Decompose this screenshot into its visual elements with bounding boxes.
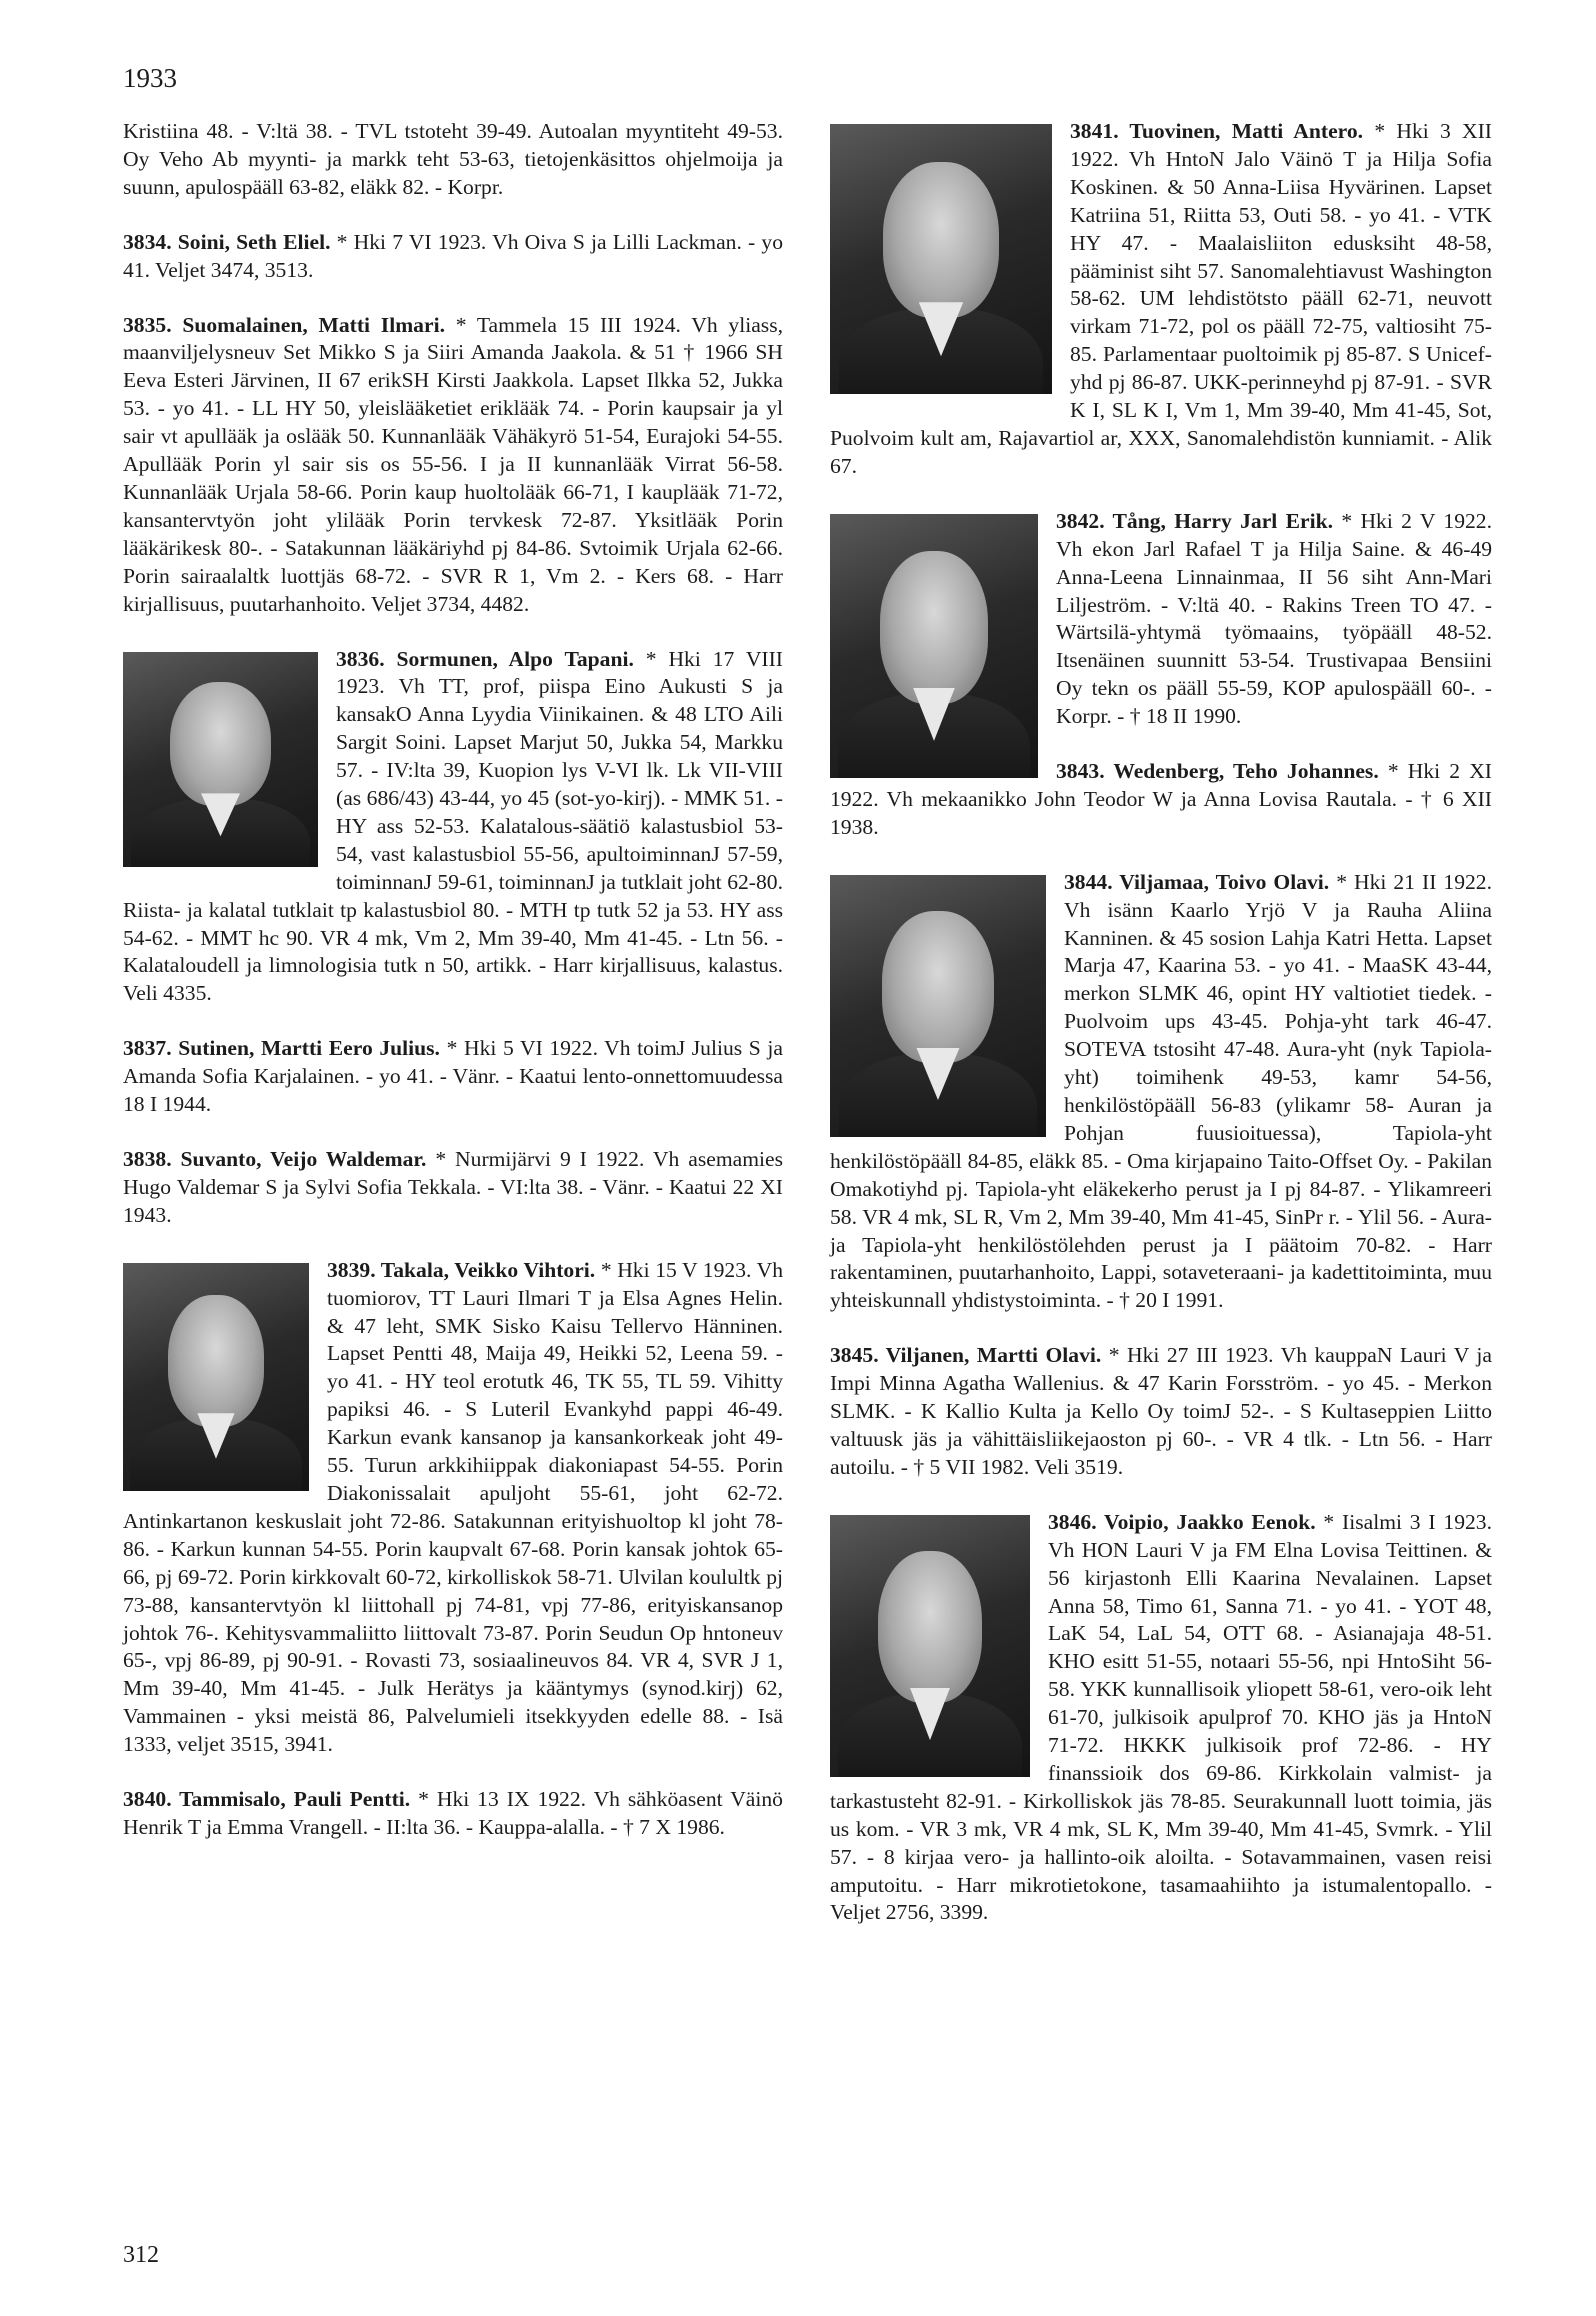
entry-text: * Hki 5 VI 1922. Vh toimJ Julius S ja Amanda Sofia Karjalainen. - yo 41. - Vänr. - Kaatui lento-onnettomuudessa 18 I 1944. [123, 1036, 783, 1117]
portrait-photo [830, 1515, 1030, 1777]
biography-entry [830, 1509, 1492, 1928]
entry-text: Kristiina 48. - V:ltä 38. - TVL tstoteht 39-49. Autoalan myyntiteht 49-53. Oy Veho Ab myynti- ja markk teht 53-63, tietojenkäsittos ohjelmoija ja suunn, apulospääll 63-82, eläkk 82. - Korpr. [123, 119, 783, 199]
entry-text: * Hki 7 VI 1923. Vh Oiva S ja Lilli Lackman. - yo 41. Veljet 3474, 3513. [123, 229, 783, 282]
page-number: 312 [123, 2242, 159, 2268]
entry-text: * Hki 15 V 1923. Vh tuomiorov, TT Lauri Ilmari T ja Elsa Agnes Helin. & 47 leht, SMK Sisko Kaisu Tellervo Hänninen. Lapset Pentti 48, Maija 49, Heikki 52, Leena 59. - yo 41. - HY teol erotutk 46, TK 55, TL 59. Vihitty papiksi 46. - S Luteril Evankyhd pappi 46-49. Karkun evank kansanop ja kansankorkeak joht 49-55. Turun arkkihiippak diakoniapast 54-55. Porin Diakonissalait apuljoht 55-61, joht 62-72. Antinkartanon keskuslait joht 72-86. Satakunnan erityishuoltop kl joht 78-86. - Karkun kunnan 54-55. Porin kaupvalt 67-68. Porin kansak johtok 65-66, pj 69-72. Porin kirkkovalt 60-72, kirkolliskok 58-71. Ulvilan koulultk pj 73-88, kansantervtyön kl liittohall pj 74-81, vpj 77-86, erityiskansanop johtok 76-. Kehitysvammaliitto liittovalt 73-87. Porin Seudun Op hntoneuv 65-, vpj 86-89, pj 90-91. - Rovasti 73, sosiaalineuvos 84. VR 4, SVR J 1, Mm 39-40, Mm 41-45. - Julk Herätys ja kääntymys (synod.kirj) 62, Vammainen - yksi meistä 86, Palvelumieli itsekkyyden edelle 88. - Isä 1333, veljet 3515, 3941. [123, 1257, 783, 1757]
portrait-photo [123, 652, 318, 867]
entry-text: * Iisalmi 3 I 1923. Vh HON Lauri V ja FM Elna Lovisa Teittinen. & 56 kirjastonh Elli Kaarina Nevalainen. Lapset Anna 58, Timo 61, Sanna 71. - yo 41. - YOT 48, LaK 54, LaL 54, OTT 68. - Asianajaja 48-51. KHO esitt 51-55, notaari 55-56, npi HntoSiht 56-58. YKK kunnallisoik yliopett 58-61, vero-oik leht 61-70, julkisoik apulprof 70. KHO jäs ja HntoN 71-72. HKKK julkisoik prof 72-86. - HY finanssioik dos 69-86. Kirkkolain valmist- ja tarkastusteht 82-91. - Kirkolliskok jäs 78-85. Seurakunnall luott toimia, jäs us kom. - VR 3 mk, VR 4 mk, SL K, Mm 39-40, Mm 41-45, Svmrk. - Ylil 57. - 8 kirjaa vero- ja hallinto-oik aloilta. - Sotavammainen, vasen reisi amputoitu. - Harr mikrotietokone, tasamaahiihto ja istumalentopallo. - Veljet 2756, 3399. [830, 1509, 1492, 1925]
biography-entry [830, 118, 1492, 481]
biography-entry [123, 1257, 783, 1759]
entry-name: 3834. Soini, Seth Eliel. [123, 229, 331, 254]
entry-name: 3845. Viljanen, Martti Olavi. [830, 1343, 1102, 1368]
biography-entry [830, 1342, 1492, 1482]
biography-entry [830, 869, 1492, 1316]
portrait-photo [123, 1263, 309, 1491]
left-column [123, 118, 783, 1869]
biography-entry [123, 118, 783, 202]
biography-entry [123, 1146, 783, 1230]
entry-name: 3844. Viljamaa, Toivo Olavi. [1064, 869, 1330, 894]
entry-name: 3836. Sormunen, Alpo Tapani. [336, 646, 634, 671]
entry-text: * Hki 2 XI 1922. Vh mekaanikko John Teodor W ja Anna Lovisa Rautala. - † 6 XII 1938. [830, 759, 1492, 839]
entry-name: 3838. Suvanto, Veijo Waldemar. [123, 1147, 427, 1171]
portrait-photo [830, 514, 1038, 778]
entry-name: 3841. Tuovinen, Matti Antero. [1070, 119, 1364, 143]
entry-name: 3837. Sutinen, Martti Eero Julius. [123, 1036, 440, 1061]
portrait-photo [830, 875, 1046, 1137]
entry-name: 3842. Tång, Harry Jarl Erik. [1056, 508, 1334, 533]
entry-name: 3840. Tammisalo, Pauli Pentti. [123, 1787, 411, 1812]
entry-text: * Hki 21 II 1922. Vh isänn Kaarlo Yrjö V ja Rauha Aliina Kanninen. & 45 sosion Lahja Katri Hetta. Lapset Marja 47, Kaarina 53. - yo 41. - MaaSK 43-44, merkon SLMK 46, opint HY valtiotiet tiedek. - Puolvoim ups 43-45. Pohja-yht tark 46-47. SOTEVA tstosiht 47-48. Aura-yht (nyk Tapiola-yht) toimihenk 49-53, kamr 54-56, henkilöstöpääll 56-83 (ylikamr 58- Auran ja Pohjan fuusioituessa), Tapiola-yht henkilöstöpääll 84-85, eläkk 85. - Oma kirjapaino Taito-Offset Oy. - Pakilan Omakotiyhd pj. Tapiola-yht eläkekerho perust ja I pj 84-87. - Ylikamreeri 58. VR 4 mk, SL R, Vm 2, Mm 39-40, Mm 41-45, SinPr r. - Ylil 56. - Aura- ja Tapiola-yht henkilöstölehden perust ja I päätoim 70-82. - Harr rakentaminen, puutarhanhoito, Lappi, sotaveteraani- ja kadettitoiminta, muu yhteiskunnall yhdistystoiminta. - † 20 I 1991. [830, 869, 1493, 1313]
entry-name: 3839. Takala, Veikko Vihtori. [327, 1257, 596, 1282]
biography-entry [830, 508, 1492, 731]
biography-entry [123, 312, 783, 619]
biography-entry [123, 229, 783, 285]
biography-entry [123, 1035, 783, 1119]
entry-name: 3835. Suomalainen, Matti Ilmari. [123, 312, 445, 337]
entry-text: * Hki 2 V 1922. Vh ekon Jarl Rafael T ja Hilja Saine. & 46-49 Anna-Leena Linnainmaa, II 56 siht Ann-Mari Liljeström. - V:ltä 40. - Rakins Treen TO 47. - Wärtsilä-yhtymä työmaains, työpääll 48-52. Itsenäinen suunnitt 53-54. Trustivapaa Bensiini Oy tekn os pääll 55-59, KOP apulospääll 60-. - Korpr. - † 18 II 1990. [1056, 508, 1492, 729]
page-year: 1933 [123, 63, 177, 93]
portrait-photo [830, 124, 1052, 394]
biography-entry [123, 1786, 783, 1842]
entry-text: * Hki 13 IX 1922. Vh sähköasent Väinö Henrik T ja Emma Vrangell. - II:lta 36. - Kauppa-alalla. - † 7 X 1986. [123, 1787, 783, 1839]
entry-text: * Nurmijärvi 9 I 1922. Vh asemamies Hugo Valdemar S ja Sylvi Sofia Tekkala. - VI:lta 38. - Vänr. - Kaatui 22 XI 1943. [123, 1147, 783, 1227]
entry-text: * Hki 27 III 1923. Vh kauppaN Lauri V ja Impi Minna Agatha Wallenius. & 47 Karin Forsström. - yo 45. - Merkon SLMK. - K Kallio Kulta ja Kello Oy toimJ 52-. - S Kultaseppien Liitto valtuusk jäs ja vähittäisliikejaoston pj 60-. - VR 4 tlk. - Ltn 56. - Harr autoilu. - † 5 VII 1982. Veli 3519. [830, 1343, 1492, 1479]
entry-text: * Hki 3 XII 1922. Vh HntoN Jalo Väinö T ja Hilja Sofia Koskinen. & 50 Anna-Liisa Hyvärinen. Lapset Katriina 51, Riitta 53, Outi 58. - yo 41. - VTK HY 47. - Maalaisliiton edusksiht 48-58, pääminist siht 57. Sanomalehtiavust Washington 58-62. UM lehdistötsto pääll 62-71, neuvott virkam 71-72, pol os pääll 72-75, valtiosiht 75-85. Parlamentaar puoltoimik pj 85-87. S Unicef-yhd pj 86-87. UKK-perinneyhd pj 87-91. - SVR K I, SL K I, Vm 1, Mm 39-40, Mm 41-45, Sot, Puolvoim kult am, Rajavartiol ar, XXX, Sanomalehdistön kunniamit. - Alik 67. [830, 119, 1492, 478]
entry-text: * Tammela 15 III 1924. Vh yliass, maanviljelysneuv Set Mikko S ja Siiri Amanda Jaakola. & 51 † 1966 SH Eeva Esteri Järvinen, II 67 erikSH Kirsti Jaakkola. Lapset Ilkka 52, Jukka 53. - yo 41. - LL HY 50, yleislääketiet eriklääk 74. - Porin kaupsair ja yl sair vt apullääk ja oslääk 50. Kunnanlääk Vähäkyrö 51-54, Eurajoki 54-55. Apullääk Porin yl sair sis os 55-56. I ja II kunnanlääk Virrat 56-58. Kunnanlääk Urjala 58-66. Porin kaup huoltolääk 66-71, I kauplääk 71-72, kansantervtyön joht ylilääk Porin tervkesk 72-87. Yksitlääk Porin lääkärikesk 80-. - Satakunnan lääkäriyhd pj 84-86. Svtoimik Urjala 62-66. Porin sairaalaltk luottjäs 68-72. - SVR R 1, Vm 2. - Kers 68. - Harr kirjallisuus, puutarhanhoito. Veljet 3734, 4482. [123, 312, 783, 616]
entry-name: 3843. Wedenberg, Teho Johannes. [1056, 759, 1379, 784]
right-column [830, 118, 1492, 1954]
biography-entry [123, 646, 783, 1009]
entry-text: * Hki 17 VIII 1923. Vh TT, prof, piispa Eino Aukusti S ja kansakO Anna Lyydia Viinikainen. & 48 LTO Aili Sargit Soini. Lapset Marjut 50, Jukka 54, Markku 57. - IV:lta 39, Kuopion lys V-VI lk. Lk VII-VIII (as 686/43) 43-44, yo 45 (sot-yo-kirj). - MMK 51. - HY ass 52-53. Kalatalous-säätiö kalastusbiol 53-54, vast kalastusbiol 55-56, apultoiminnanJ 57-59, toiminnanJ 59-61, toiminnanJ ja tutklait joht 62-80. Riista- ja kalatal tutklait tp kalastusbiol 80. - MTH tp tutk 52 ja 53. HY ass 54-62. - MMT hc 90. VR 4 mk, Vm 2, Mm 39-40, Mm 41-45. - Ltn 56. - Kalataloudell ja limnologisia tutk n 50, artikk. - Harr kirjallisuus, kalastus. Veli 4335. [123, 646, 783, 1006]
entry-name: 3846. Voipio, Jaakko Eenok. [1048, 1509, 1316, 1534]
